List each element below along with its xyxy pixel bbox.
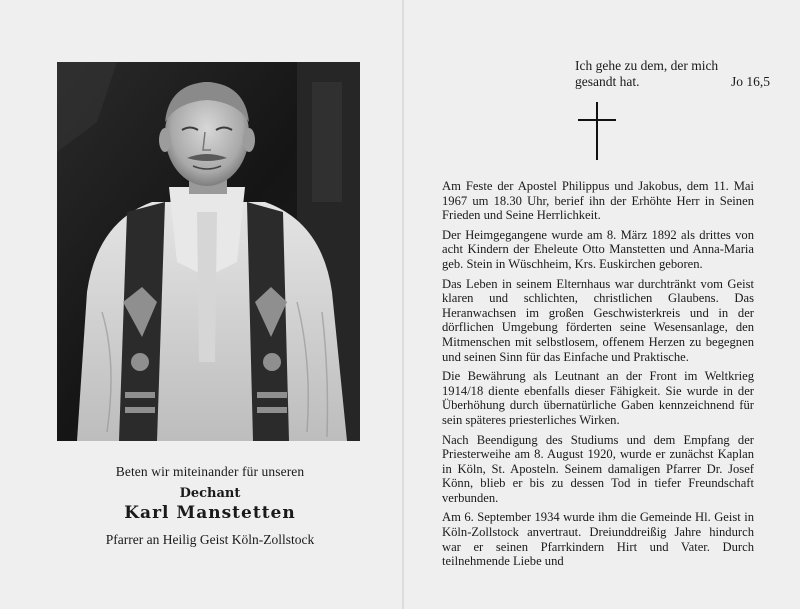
biography-text <box>442 179 754 574</box>
motto-line-1: Ich gehe zu dem, der mich <box>575 58 719 73</box>
bible-motto <box>575 58 770 90</box>
cross-icon <box>578 102 616 160</box>
paragraph: Der Heimgegangene wurde am 8. März 1892 als drittes von acht Kindern der Eheleute Otto Manstetten und Anna-Maria geb. Stein in Wüschheim, Krs. Euskirchen geboren. <box>442 227 754 271</box>
card-fold <box>402 0 404 609</box>
paragraph: Am Feste der Apostel Philippus und Jakobus, dem 11. Mai 1967 um 18.30 Uhr, berief ihn der Erhöhte Herr in Seinen Frieden und Seine Herrlichkeit. <box>442 179 754 223</box>
motto-reference: Jo 16,5 <box>730 74 770 89</box>
clergy-title: Dechant <box>179 486 241 501</box>
paragraph: Am 6. September 1934 wurde ihm die Gemeinde Hl. Geist in Köln-Zollstock anvertraut. Dreiunddreißig Jahre hindurch war er seinen Pfarrkindern Hirt und Vater. Durch teilnehmende Liebe und <box>442 510 754 569</box>
motto-line-2: gesandt hat. <box>575 74 640 89</box>
paragraph: Das Leben in seinem Elternhaus war durchtränkt vom Geist klaren und schlichten, christlichen Glaubens. Das Heranwachsen im großen Geschwisterkreis und in der dörflichen Umgebung förderten seine Wesensanlage, den Mitmenschen mit selbstlosem, offenem Herzen zu begegnen und seinen Sinn für das Einfache und Praktische. <box>442 276 754 364</box>
deceased-name: Karl Manstetten <box>124 503 296 523</box>
portrait-photo <box>57 62 360 441</box>
parish-position: Pfarrer an Heilig Geist Köln-Zollstock <box>105 532 315 547</box>
paragraph: Nach Beendigung des Studiums und dem Empfang der Priesterweihe am 8. August 1920, wurde er zunächst Kaplan in Köln, St. Aposteln. Seinem damaligen Pfarrer Dr. Josef Könn, blieb er bis zu dessen Tod in tiefer Freundschaft verbunden. <box>442 432 754 505</box>
prayer-line: Beten wir miteinander für unseren <box>115 464 305 479</box>
paragraph: Die Bewährung als Leutnant an der Front im Weltkrieg 1914/18 diente ebenfalls dieser Fähigkeit. Sie wurde in der Überhöhung durch übernatürliche Gaben kennzeichnend für sein späteres priesterliches Wirken. <box>442 369 754 427</box>
